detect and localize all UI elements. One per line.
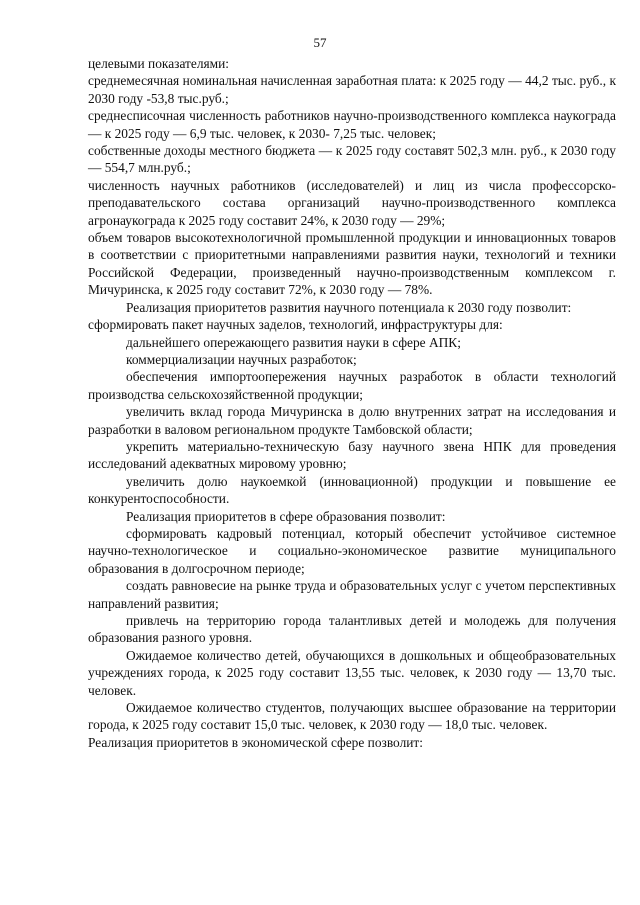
list-item-import-advance: обеспечения импортоопережения научных разработок в области технологий производства сельскохозяйственной продукции; <box>88 369 616 402</box>
list-item-strengthen-base: укрепить материально-техническую базу научного звена НПК для проведения исследований адекватных мировому уровню; <box>88 438 616 472</box>
paragraph-researchers-share: численность научных работников (исследователей) и лиц из числа профессорско-преподавательского состава организаций научно-производственного комплекса агронаукограда к 2025 году составит 24%, к 2030 году — 29%; <box>88 177 616 228</box>
paragraph-expected-children: Ожидаемое количество детей, обучающихся в дошкольных и общеобразовательных учреждениях города, к 2025 году составит 13,55 тыс. человек, к 2030 году — 13,70 тыс. человек. <box>88 647 616 698</box>
list-item-increase-contribution: увеличить вклад города Мичуринска в долю внутренних затрат на исследования и разработки в валовом региональном продукте Тамбовской области; <box>88 404 616 437</box>
paragraph-economic-priorities: Реализация приоритетов в экономической сфере позволит: <box>88 734 423 750</box>
paragraph-average-salary: среднемесячная номинальная начисленная заработная плата: к 2025 году — 44,2 тыс. руб., к 2030 году -53,8 тыс.руб.; <box>88 73 616 106</box>
list-item-attract-talent: привлечь на территорию города талантливых детей и молодежь для получения образования разного уровня. <box>88 613 616 646</box>
list-item-science-development: дальнейшего опережающего развития науки в сфере АПК; <box>126 334 461 350</box>
paragraph-target-indicators-intro: целевыми показателями: <box>88 56 230 71</box>
document-body <box>88 55 616 751</box>
list-item-commercialization: коммерциализации научных разработок; <box>126 351 357 367</box>
list-item-personnel-potential: сформировать кадровый потенциал, который обеспечит устойчивое системное научно-технологическое и социально-экономическое развитие муниципального образования в долгосрочном периоде; <box>88 525 616 576</box>
paragraph-science-priorities: Реализация приоритетов развития научного потенциала к 2030 году позволит: <box>126 299 572 315</box>
paragraph-employee-count: среднесписочная численность работников научно-производственного комплекса наукограда — к 2025 году — 6,9 тыс. человек, к 2030- 7,25 тыс. человек; <box>88 108 616 141</box>
paragraph-expected-students: Ожидаемое количество студентов, получающих высшее образование на территории города, к 2025 году составит 15,0 тыс. человек, к 2030 году — 18,0 тыс. человек. <box>88 700 616 733</box>
paragraph-high-tech-output: объем товаров высокотехнологичной промышленной продукции и инновационных товаров в соответствии с приоритетными направлениями развития науки, технологий и техники Российской Федерации, произведенный научно-производственным комплексом г. Мичуринска, к 2025 году составит 72%, к 2030 году — 78%. <box>88 230 616 298</box>
paragraph-budget-revenue: собственные доходы местного бюджета — к 2025 году составят 502,3 млн. руб., к 2030 году — 554,7 млн.руб.; <box>88 143 616 176</box>
list-item-innovative-products: увеличить долю наукоемкой (инновационной) продукции и повышение ее конкурентоспособности. <box>88 473 616 507</box>
paragraph-education-priorities: Реализация приоритетов в сфере образования позволит: <box>126 508 446 524</box>
list-item-labor-market-balance: создать равновесие на рынке труда и образовательных услуг с учетом перспективных направлений развития; <box>88 578 616 611</box>
page-number: 57 <box>313 35 327 50</box>
paragraph-form-package: сформировать пакет научных заделов, технологий, инфраструктуры для: <box>88 317 503 333</box>
